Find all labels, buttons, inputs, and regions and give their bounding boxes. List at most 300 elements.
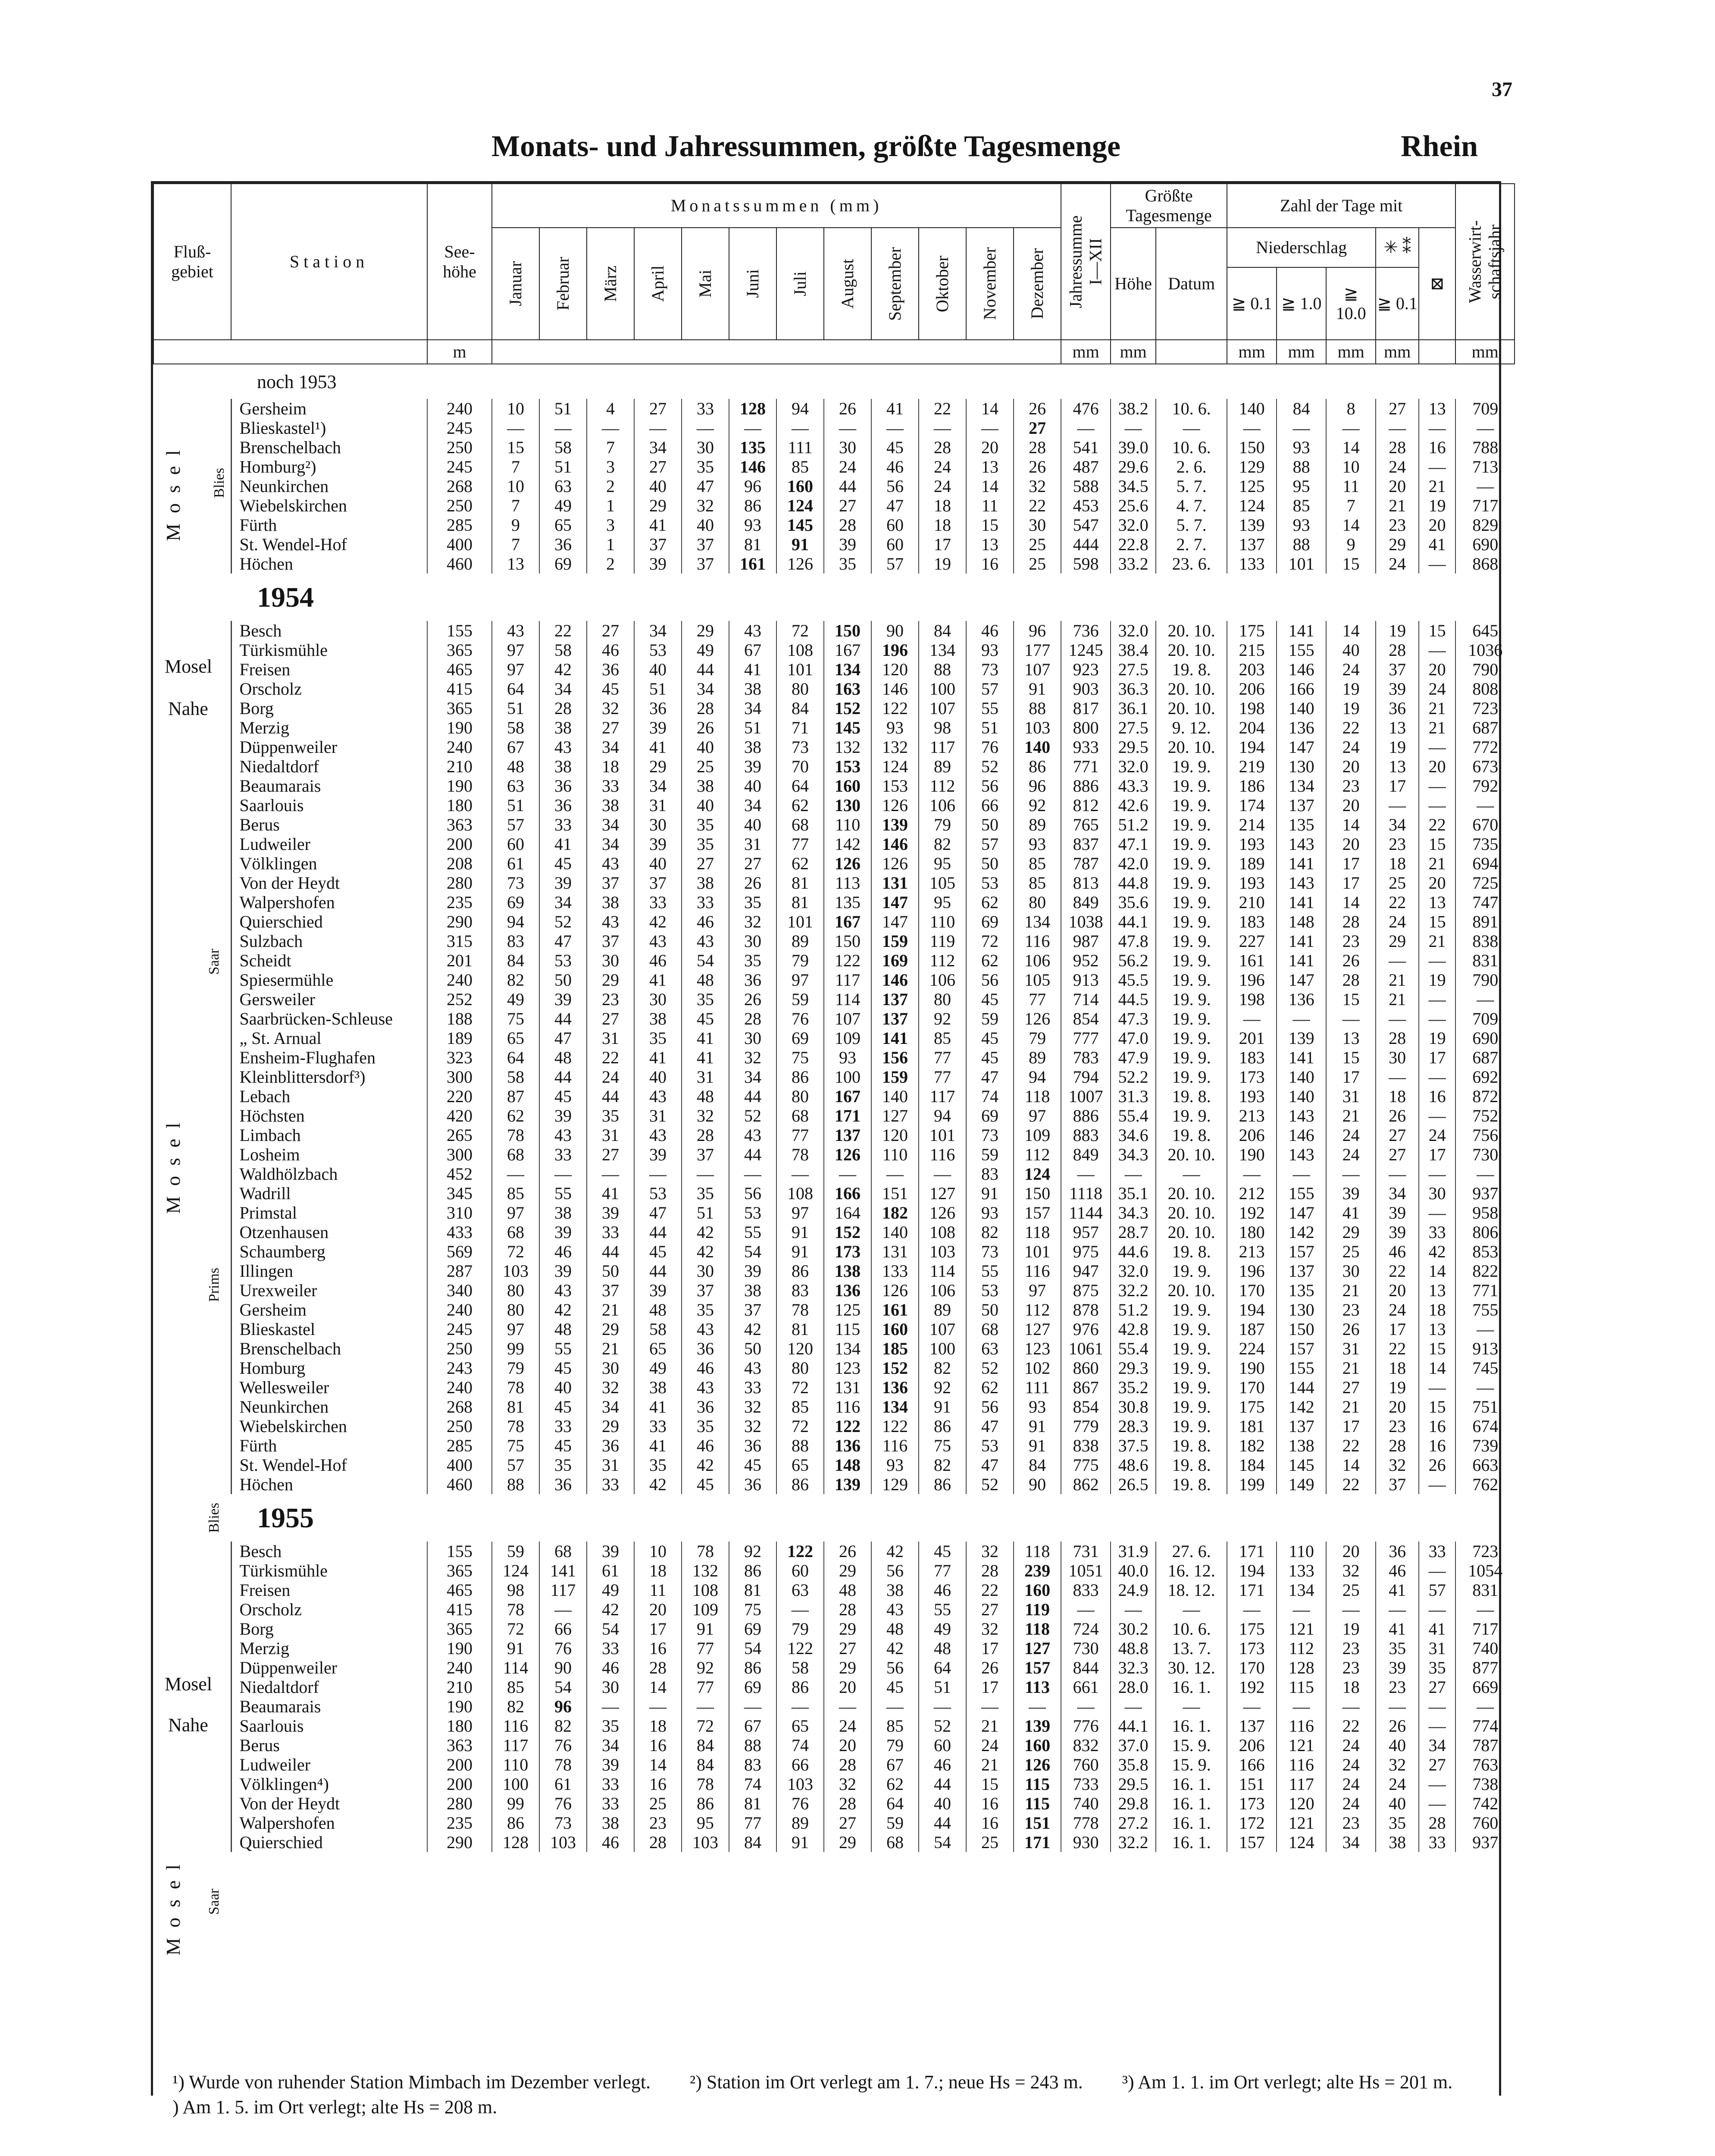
monthly-sum-cell: 75 [492,1009,539,1028]
basin-cell [153,834,184,854]
station-name: Blieskastel [231,1319,427,1339]
precip-days-cell: — [1227,1164,1277,1184]
monthly-sum-cell: 48 [824,1580,871,1600]
sub-basin-cell [184,1048,231,1067]
monthly-sum-cell: 120 [871,660,919,679]
station-name: St. Wendel-Hof [231,1455,427,1475]
monthly-sum-cell: 32 [966,1619,1014,1639]
precip-days-cell: 121 [1277,1736,1326,1755]
precip-days-cell: 180 [1227,1222,1277,1242]
monthly-sum-cell: 21 [587,1300,634,1319]
month-april-header: April [634,228,682,340]
monthly-sum-cell: 38 [729,1281,776,1300]
monthly-sum-cell: 138 [824,1261,871,1281]
max-daily-date-cell: 10. 6. [1156,438,1227,457]
monthly-sum-cell: 78 [492,1378,539,1397]
monthly-sum-cell: 95 [682,1813,729,1833]
monthly-sum-cell: 120 [871,1125,919,1145]
monthly-sum-cell: 97 [1014,1106,1061,1125]
snow-days-cell: 39 [1376,679,1419,699]
snow-days-cell: 18 [1376,1358,1419,1378]
thunder-days-cell: 41 [1419,535,1455,554]
monthly-sum-cell: — [824,1164,871,1184]
monthly-sum-cell: 62 [776,854,824,873]
annual-sum-cell: 733 [1061,1774,1111,1794]
monthly-sum-cell: 85 [776,1397,824,1416]
monthly-sum-cell: — [776,418,824,438]
basin-cell [153,418,184,438]
monthly-sum-cell: 90 [539,1658,587,1677]
monthly-sum-cell: 78 [776,1300,824,1319]
monthly-sum-cell: 98 [492,1580,539,1600]
precip-days-cell: 40 [1326,640,1376,660]
annual-sum-cell: 903 [1061,679,1111,699]
monthly-sum-cell: 90 [1014,1475,1061,1494]
monthly-sum-cell: 31 [729,834,776,854]
thunder-days-cell: 27 [1419,1755,1455,1774]
sub-basin-cell [184,1813,231,1833]
monthly-sum-cell: 26 [682,718,729,737]
monthly-sum-cell: 43 [682,931,729,951]
monthly-sum-cell: 61 [539,1774,587,1794]
table-row [153,1813,1515,1833]
max-daily-date-cell: 13. 7. [1156,1639,1227,1658]
monthly-sum-cell: 64 [919,1658,966,1677]
monthly-sum-cell: 45 [539,1436,587,1455]
thunder-days-cell: 21 [1419,476,1455,496]
monthly-sum-cell: 112 [1014,1300,1061,1319]
monthly-sum-cell: 94 [919,1106,966,1125]
snow-days-cell: 18 [1376,1087,1419,1106]
month-november-header: November [966,228,1014,340]
snow-days-cell: 21 [1376,990,1419,1009]
elevation-cell: 433 [427,1222,492,1242]
monthly-sum-cell: 75 [776,1048,824,1067]
precip-days-cell: 140 [1277,1087,1326,1106]
basin-cell [153,1281,184,1300]
precip-days-cell: 194 [1227,737,1277,757]
water-year-cell: 958 [1455,1203,1515,1222]
station-name: Borg [231,699,427,718]
monthly-sum-cell: 140 [871,1222,919,1242]
elevation-cell: 200 [427,1755,492,1774]
monthly-sum-cell: 152 [824,1222,871,1242]
monthly-sum-cell: 60 [492,834,539,854]
max-daily-height-cell: 35.6 [1111,893,1156,912]
sub-basin-cell [184,1774,231,1794]
max-daily-date-cell: 23. 6. [1156,554,1227,573]
monthly-sum-cell: 131 [824,1378,871,1397]
precip-days-cell: 15 [1326,1048,1376,1067]
monthly-sum-cell: 34 [634,776,682,796]
annual-sum-cell: 800 [1061,718,1111,737]
precip-days-cell: 19 [1326,679,1376,699]
monthly-sum-cell: 34 [539,679,587,699]
basin-cell [153,1261,184,1281]
water-year-cell: 829 [1455,515,1515,535]
water-year-cell: 717 [1455,496,1515,515]
basin-label-mosel-1953: Mosel [162,440,184,541]
station-name: Türkismühle [231,1561,427,1580]
monthly-sum-cell: 91 [1014,679,1061,699]
monthly-sum-cell: 81 [729,1794,776,1813]
water-year-cell: 1054 [1455,1561,1515,1580]
thunder-days-cell: 28 [1419,1813,1455,1833]
max-daily-height-cell: 39.0 [1111,438,1156,457]
monthly-sum-cell: 35 [729,893,776,912]
monthly-sum-cell: 37 [682,554,729,573]
precip-days-cell: 130 [1277,1300,1326,1319]
basin-cell [153,757,184,776]
thunder-days-cell: 20 [1419,757,1455,776]
monthly-sum-cell: 22 [587,1048,634,1067]
monthly-sum-cell: 141 [871,1028,919,1048]
monthly-sum-cell: 167 [824,1087,871,1106]
max-daily-height-cell: 35.2 [1111,1378,1156,1397]
max-daily-date-cell: 19. 9. [1156,1261,1227,1281]
precip-days-cell: 28 [1326,970,1376,990]
monthly-sum-cell: 79 [776,1619,824,1639]
monthly-sum-cell: 118 [1014,1222,1061,1242]
monthly-sum-cell: 72 [492,1619,539,1639]
month-march-header: März [587,228,634,340]
table-row [153,912,1515,931]
precip-days-cell: 24 [1326,1145,1376,1164]
monthly-sum-cell: 41 [682,1028,729,1048]
monthly-sum-cell: 21 [966,1716,1014,1736]
monthly-sum-cell: 126 [824,1145,871,1164]
elevation-cell: 235 [427,1813,492,1833]
max-daily-date-cell: 16. 1. [1156,1833,1227,1852]
table-row [153,1319,1515,1339]
elevation-cell: 190 [427,718,492,737]
year-heading-row [153,1494,1515,1542]
basin-label-mosel-1955: Mosel [165,1673,212,1695]
max-daily-height-cell: 34.5 [1111,476,1156,496]
water-year-cell: — [1455,796,1515,815]
monthly-sum-cell: 137 [871,1009,919,1028]
precip-days-cell: — [1227,1600,1277,1619]
monthly-sum-cell: 152 [824,699,871,718]
monthly-sum-cell: 46 [587,1658,634,1677]
precip-days-cell: 120 [1277,1794,1326,1813]
monthly-sum-cell: 134 [871,1397,919,1416]
max-daily-date-cell: 19. 8. [1156,1087,1227,1106]
monthly-sum-cell: 110 [919,912,966,931]
table-row [153,1397,1515,1416]
monthly-sum-cell: 49 [492,990,539,1009]
monthly-sum-cell: 139 [1014,1716,1061,1736]
snow-days-cell: 46 [1376,1561,1419,1580]
monthly-sum-cell: 70 [776,757,824,776]
basin-cell [153,1475,184,1494]
snow-days-cell: 39 [1376,1658,1419,1677]
monthly-sum-cell: 39 [729,757,776,776]
precip-days-cell: — [1326,1600,1376,1619]
monthly-sum-cell: 68 [776,815,824,834]
water-year-cell: 694 [1455,854,1515,873]
basin-cell [153,1542,184,1561]
monthly-sum-cell: 32 [1014,476,1061,496]
precip-days-cell: 17 [1326,854,1376,873]
monthly-sum-cell: 53 [729,1203,776,1222]
monthly-sum-cell: 51 [682,1203,729,1222]
elevation-cell: 250 [427,1416,492,1436]
sub-basin-cell [184,1145,231,1164]
sub-basin-cell [184,1639,231,1658]
basin-cell [153,951,184,970]
monthly-sum-cell: 124 [1014,1164,1061,1184]
monthly-sum-cell: 47 [966,1067,1014,1087]
monthly-sum-cell: 83 [776,1281,824,1300]
snow-days-cell: 17 [1376,776,1419,796]
monthly-unit-spacer [492,340,1061,364]
monthly-sum-cell: 65 [776,1716,824,1736]
thunder-days-cell: 19 [1419,496,1455,515]
max-daily-height-cell: 35.8 [1111,1755,1156,1774]
footnote-1: ¹) Wurde von ruhender Station Mimbach im Dezember verlegt. [172,2071,651,2093]
monthly-sum-cell: 44 [824,476,871,496]
station-header: Station [231,184,427,340]
snow-days-cell: 27 [1376,1125,1419,1145]
annual-sum-cell: — [1061,1164,1111,1184]
precip-days-cell: 144 [1277,1378,1326,1397]
max-daily-height-cell: 22.8 [1111,535,1156,554]
monthly-sum-cell: 42 [587,1600,634,1619]
precip-days-cell: 23 [1326,1813,1376,1833]
thunder-days-cell: 22 [1419,815,1455,834]
monthly-sum-cell: 13 [966,535,1014,554]
monthly-sum-cell: 85 [776,457,824,476]
max-daily-date-cell: 30. 12. [1156,1658,1227,1677]
max-daily-height-cell: 34.3 [1111,1203,1156,1222]
monthly-sum-cell: 91 [966,1184,1014,1203]
precip-days-cell: 206 [1227,1125,1277,1145]
precip-days-cell: 136 [1277,990,1326,1009]
monthly-sum-cell: 116 [1014,1261,1061,1281]
monthly-sum-cell: 11 [634,1580,682,1600]
precip-days-cell: 22 [1326,1716,1376,1736]
snow-days-cell: 20 [1376,1397,1419,1416]
monthly-sum-cell: 28 [634,1833,682,1852]
precip-days-cell: 41 [1326,1203,1376,1222]
monthly-sum-cell: 132 [871,737,919,757]
max-daily-height-cell: 47.9 [1111,1048,1156,1067]
snow-days-cell: 32 [1376,1755,1419,1774]
monthly-sum-cell: 27 [1014,418,1061,438]
station-name: Lebach [231,1087,427,1106]
station-name: Beaumarais [231,776,427,796]
water-year-cell: 792 [1455,776,1515,796]
monthly-sum-cell: 160 [1014,1736,1061,1755]
elevation-cell: 285 [427,515,492,535]
annual-sum-cell: 1118 [1061,1184,1111,1203]
monthly-sum-cell: 93 [1014,1397,1061,1416]
precip-days-cell: — [1277,418,1326,438]
basin-cell [153,1339,184,1358]
thunder-days-cell: — [1419,1716,1455,1736]
precip-days-cell: 201 [1227,1028,1277,1048]
water-year-cell: 937 [1455,1833,1515,1852]
monthly-sum-cell: 16 [966,554,1014,573]
monthly-sum-cell: 39 [634,1145,682,1164]
monthly-sum-cell: 88 [729,1736,776,1755]
basin-cell [153,1794,184,1813]
water-year-cell: 877 [1455,1658,1515,1677]
monthly-sum-cell: 91 [776,1833,824,1852]
precip-days-cell: 139 [1227,515,1277,535]
sub-basin-cell [184,1416,231,1436]
monthly-sum-cell: 71 [776,718,824,737]
monthly-sum-cell: 43 [682,1378,729,1397]
monthly-sum-cell: 24 [966,1736,1014,1755]
monthly-sum-cell: — [492,418,539,438]
monthly-sum-cell: — [966,418,1014,438]
sub-basin-cell [184,1242,231,1261]
station-name: Neunkirchen [231,476,427,496]
monthly-sum-cell: 88 [1014,699,1061,718]
elevation-cell: 250 [427,496,492,515]
station-name: Schaumberg [231,1242,427,1261]
monthly-sum-cell: 33 [634,893,682,912]
annual-sum-cell: 867 [1061,1378,1111,1397]
monthly-sum-cell: 16 [634,1774,682,1794]
monthly-sum-cell: 35 [682,990,729,1009]
elevation-cell: 245 [427,457,492,476]
monthly-sum-cell: — [1014,1697,1061,1716]
max-daily-height-cell: 55.4 [1111,1106,1156,1125]
sub-basin-cell [184,1794,231,1813]
sub-basin-cell [184,718,231,737]
monthly-sum-cell: 34 [729,699,776,718]
monthly-sum-cell: 43 [634,1125,682,1145]
monthly-sum-cell: 38 [539,718,587,737]
monthly-sum-cell: 86 [492,1813,539,1833]
monthly-sum-cell: 20 [824,1677,871,1697]
sub-basin-cell [184,1475,231,1494]
precip-days-cell: 20 [1326,834,1376,854]
precip-days-cell: 29 [1326,1222,1376,1242]
monthly-sum-cell: 72 [966,931,1014,951]
thunder-days-cell: 20 [1419,873,1455,893]
elevation-cell: 365 [427,1561,492,1580]
monthly-sum-cell: 65 [776,1455,824,1475]
annual-unit: mm [1061,340,1111,364]
monthly-sum-cell: 97 [492,640,539,660]
precip-days-cell: 129 [1227,457,1277,476]
elevation-cell: 300 [427,1067,492,1087]
annual-sum-cell: 740 [1061,1794,1111,1813]
monthly-sum-cell: 46 [682,912,729,931]
thunder-days-cell: 42 [1419,1242,1455,1261]
monthly-sum-cell: 97 [1014,1281,1061,1300]
basin-label-mosel-1954-saar: Mosel [162,1112,184,1214]
monthly-sum-cell: 58 [634,1319,682,1339]
monthly-sum-cell: 150 [824,621,871,640]
water-year-cell: 735 [1455,834,1515,854]
station-name: Kleinblittersdorf³) [231,1067,427,1087]
station-name: Sulzbach [231,931,427,951]
precip-days-cell: 31 [1326,1339,1376,1358]
monthly-sum-cell: — [634,418,682,438]
monthly-sum-cell: 37 [634,873,682,893]
table-row [153,873,1515,893]
monthly-sum-cell: 34 [587,737,634,757]
monthly-sum-cell: 20 [966,438,1014,457]
monthly-sum-cell: 47 [966,1455,1014,1475]
precip-days-cell: 10 [1326,457,1376,476]
monthly-sum-cell: 36 [682,1397,729,1416]
precip-days-cell: 133 [1227,554,1277,573]
sub-basin-cell [184,776,231,796]
monthly-sum-cell: 27 [729,854,776,873]
monthly-sum-cell: 40 [634,1067,682,1087]
monthly-sum-cell: 40 [682,796,729,815]
monthly-sum-cell: 30 [1014,515,1061,535]
water-year-cell: 788 [1455,438,1515,457]
station-name: Scheidt [231,951,427,970]
monthly-sum-cell: 31 [587,1455,634,1475]
monthly-sum-cell: 91 [919,1397,966,1416]
monthly-sum-cell: 18 [919,496,966,515]
water-year-cell: 751 [1455,1397,1515,1416]
max-daily-date-cell: 15. 9. [1156,1736,1227,1755]
monthly-sum-cell: 41 [634,1436,682,1455]
monthly-sum-cell: 167 [824,912,871,931]
station-name: Merzig [231,718,427,737]
elevation-cell: 245 [427,1319,492,1339]
max-daily-date-cell: 19. 9. [1156,1416,1227,1436]
precip-days-cell: 112 [1277,1639,1326,1658]
monthly-sum-cell: 86 [776,1067,824,1087]
monthly-sum-cell: 68 [871,1833,919,1852]
elevation-cell: 340 [427,1281,492,1300]
monthly-sum-cell: 182 [871,1203,919,1222]
monthly-sum-cell: 124 [776,496,824,515]
table-row [153,1106,1515,1125]
monthly-sum-cell: 72 [776,1378,824,1397]
thunder-days-cell: 15 [1419,621,1455,640]
monthly-sum-cell: 78 [539,1755,587,1774]
monthly-sum-cell: — [587,418,634,438]
monthly-sum-cell: 43 [587,854,634,873]
footnote-3: ³) Am 1. 1. im Ort verlegt; alte Hs = 201 m. [1122,2071,1453,2093]
monthly-sum-cell: 152 [871,1358,919,1378]
monthly-sum-cell: 68 [776,1106,824,1125]
monthly-sum-cell: 91 [1014,1436,1061,1455]
station-name: Saarlouis [231,796,427,815]
sub-basin-cell [184,1542,231,1561]
monthly-sum-cell: 62 [966,893,1014,912]
precip-days-cell: 214 [1227,815,1277,834]
monthly-sum-cell: 145 [776,515,824,535]
monthly-sum-cell: 116 [871,1436,919,1455]
monthly-sum-cell: 34 [587,1397,634,1416]
monthly-sum-cell: 108 [776,640,824,660]
monthly-sum-cell: 82 [919,1358,966,1378]
table-row [153,1222,1515,1242]
monthly-sum-cell: 32 [824,1774,871,1794]
monthly-sum-cell: 28 [539,699,587,718]
precip-days-cell: 14 [1326,815,1376,834]
precip-days-cell: 227 [1227,931,1277,951]
monthly-sum-cell: 77 [776,834,824,854]
water-year-cell: — [1455,1600,1515,1619]
monthly-sum-cell: — [776,1600,824,1619]
max-daily-height-cell: 52.2 [1111,1067,1156,1087]
table-row [153,1794,1515,1813]
precip-days-cell: — [1227,1009,1277,1028]
